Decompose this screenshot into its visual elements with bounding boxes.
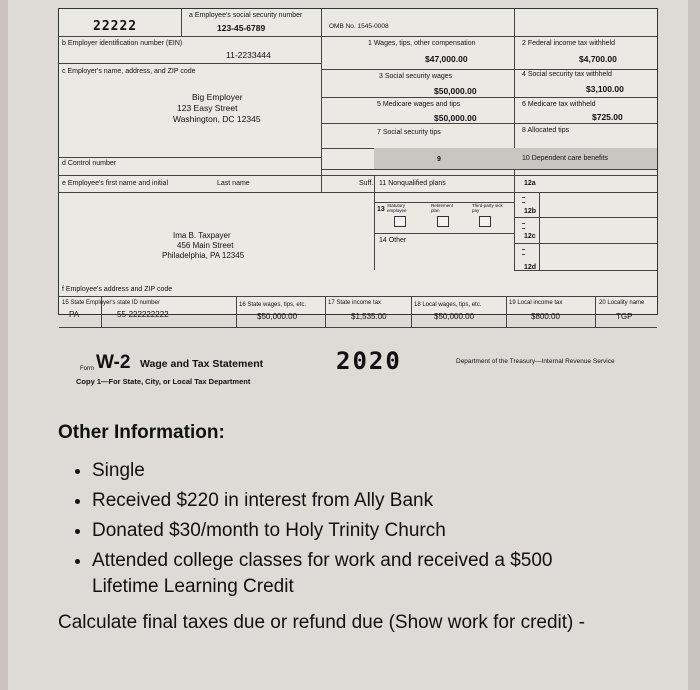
box-6-value: $725.00: [592, 112, 623, 122]
suffix-label: Suff.: [359, 180, 374, 187]
list-item: • Attended college classes for work and received a $500 Lifetime Learning Credit: [92, 548, 612, 600]
omb-number: OMB No. 1545-0008: [329, 23, 389, 30]
box-20-label: 20 Locality name: [599, 300, 645, 306]
grid-line: [411, 296, 412, 327]
grid-line: [59, 157, 321, 158]
grid-line: [321, 69, 657, 70]
grid-line: [321, 97, 657, 98]
grid-line: [181, 9, 182, 36]
list-item: • Donated $30/month to Holy Trinity Church: [92, 518, 678, 544]
list-item: • Single: [92, 458, 678, 484]
box-7-label: 7 Social security tips: [377, 129, 441, 136]
box-c-label: c Employer's name, address, and ZIP code: [62, 68, 196, 75]
box-3-label: 3 Social security wages: [379, 73, 453, 80]
form-name: W-2: [96, 352, 131, 373]
form-title: Wage and Tax Statement: [140, 358, 264, 370]
w2-form: [58, 8, 658, 321]
grid-line: [514, 192, 515, 270]
box-18-label: 18 Local wages, tips, etc.: [414, 302, 482, 308]
employer-street: 123 Easy Street: [177, 103, 238, 113]
other-information: [58, 420, 678, 636]
box-12d-label: 12d: [524, 264, 537, 271]
box-16-label: 16 State wages, tips, etc.: [239, 302, 307, 308]
statutory-employee-checkbox[interactable]: [394, 216, 406, 227]
box-13-retirement-label: Retirement plan: [431, 203, 454, 213]
box-d-label: d Control number: [62, 160, 117, 167]
grid-line: [59, 63, 321, 64]
employee-street: 456 Main Street: [177, 241, 234, 250]
box-4-label: 4 Social security tax withheld: [522, 71, 612, 78]
box-15-state-id: 55-222222222: [117, 310, 169, 319]
box-20-value: TGP: [616, 312, 633, 321]
box-9-label: 9: [437, 156, 441, 163]
code-tick: [522, 249, 525, 250]
box-1-value: $47,000.00: [425, 54, 468, 64]
list-item: • Received $220 in interest from Ally Bank: [92, 488, 678, 514]
box-b-label: b Employer identification number (EIN): [62, 40, 183, 47]
last-name-label: Last name: [217, 180, 250, 187]
third-party-sick-pay-checkbox[interactable]: [479, 216, 491, 227]
code-tick: [522, 223, 525, 224]
employee-city: Philadelphia, PA 12345: [162, 251, 245, 260]
box-2-value: $4,700.00: [579, 54, 617, 64]
grid-line: [321, 123, 657, 124]
ssn-value: 123-45-6789: [217, 23, 266, 33]
box-8-label: 8 Allocated tips: [522, 127, 570, 134]
other-information-list: [58, 458, 678, 600]
grid-line: [59, 192, 657, 193]
box-11-label: 11 Nonqualified plans: [379, 180, 446, 187]
box-16-value: $50,000.00: [257, 312, 298, 321]
grid-line: [325, 296, 326, 327]
grid-line: [321, 36, 657, 37]
employer-name: Big Employer: [192, 92, 243, 102]
grid-line: [59, 175, 657, 176]
grid-line: [236, 296, 237, 327]
copy-text: Copy 1—For State, City, or Local Tax Department: [76, 377, 251, 386]
box-12b-label: 12b: [524, 208, 537, 215]
box-2-label: 2 Federal income tax withheld: [522, 40, 615, 47]
box-12a-label: 12a: [524, 180, 536, 187]
box-1-label: 1 Wages, tips, other compensation: [368, 40, 476, 47]
code-tick: [522, 202, 525, 203]
box-12c-label: 12c: [524, 233, 536, 240]
form-code: 22222: [93, 19, 138, 34]
box-a-label: a Employee's social security number: [189, 12, 303, 19]
retirement-plan-checkbox[interactable]: [437, 216, 449, 227]
grid-line: [514, 217, 657, 218]
tax-year: 2020: [336, 347, 402, 375]
box-13-sickpay-label: Third-party sick pay: [472, 203, 503, 213]
box-e-label: e Employee's first name and initial: [62, 180, 168, 187]
grid-line: [506, 296, 507, 327]
box-14-label: 14 Other: [379, 237, 407, 244]
box-17-label: 17 State income tax: [328, 300, 382, 306]
page: [8, 0, 688, 690]
grid-line: [514, 243, 657, 244]
form-word: Form: [80, 366, 94, 372]
grid-line: [595, 296, 596, 327]
box-19-label: 19 Local income tax: [509, 300, 563, 306]
grid-line: [374, 233, 514, 234]
question-prompt: Calculate final taxes due or refund due (Show work for credit) -: [58, 612, 585, 633]
grid-line: [59, 327, 657, 328]
grid-line: [59, 296, 657, 297]
code-tick: [522, 254, 525, 255]
ein-value: 11-2233444: [226, 50, 271, 60]
box-15-state: PA: [69, 310, 80, 319]
box-6-label: 6 Medicare tax withheld: [522, 101, 596, 108]
other-information-heading: Other Information:: [58, 422, 225, 443]
box-18-value: $50,000.00: [434, 312, 475, 321]
box-15-label: 15 State Employer's state ID number: [62, 300, 160, 306]
code-tick: [522, 197, 525, 198]
grid-line: [374, 175, 375, 192]
employee-name: Ima B. Taxpayer: [173, 231, 231, 240]
department-text: Department of the Treasury—Internal Revenue Service: [456, 358, 615, 365]
box-13-label: 13: [377, 206, 385, 213]
grid-line: [374, 192, 375, 270]
box-3-value: $50,000.00: [434, 86, 477, 96]
box-5-value: $50,000.00: [434, 113, 477, 123]
box-17-value: $1,535.00: [351, 312, 387, 321]
grid-line: [539, 192, 540, 270]
box-9-shade: [374, 148, 514, 169]
box-5-label: 5 Medicare wages and tips: [377, 101, 461, 108]
box-f-label: f Employee's address and ZIP code: [62, 286, 173, 293]
box-13-statutory-label: Statutory employee: [387, 203, 407, 213]
grid-line: [59, 36, 321, 37]
grid-line: [321, 169, 657, 170]
box-19-value: $800.00: [531, 312, 560, 321]
employer-city: Washington, DC 12345: [173, 114, 261, 124]
box-10-label: 10 Dependent care benefits: [522, 155, 609, 162]
code-tick: [522, 228, 525, 229]
box-4-value: $3,100.00: [586, 84, 624, 94]
